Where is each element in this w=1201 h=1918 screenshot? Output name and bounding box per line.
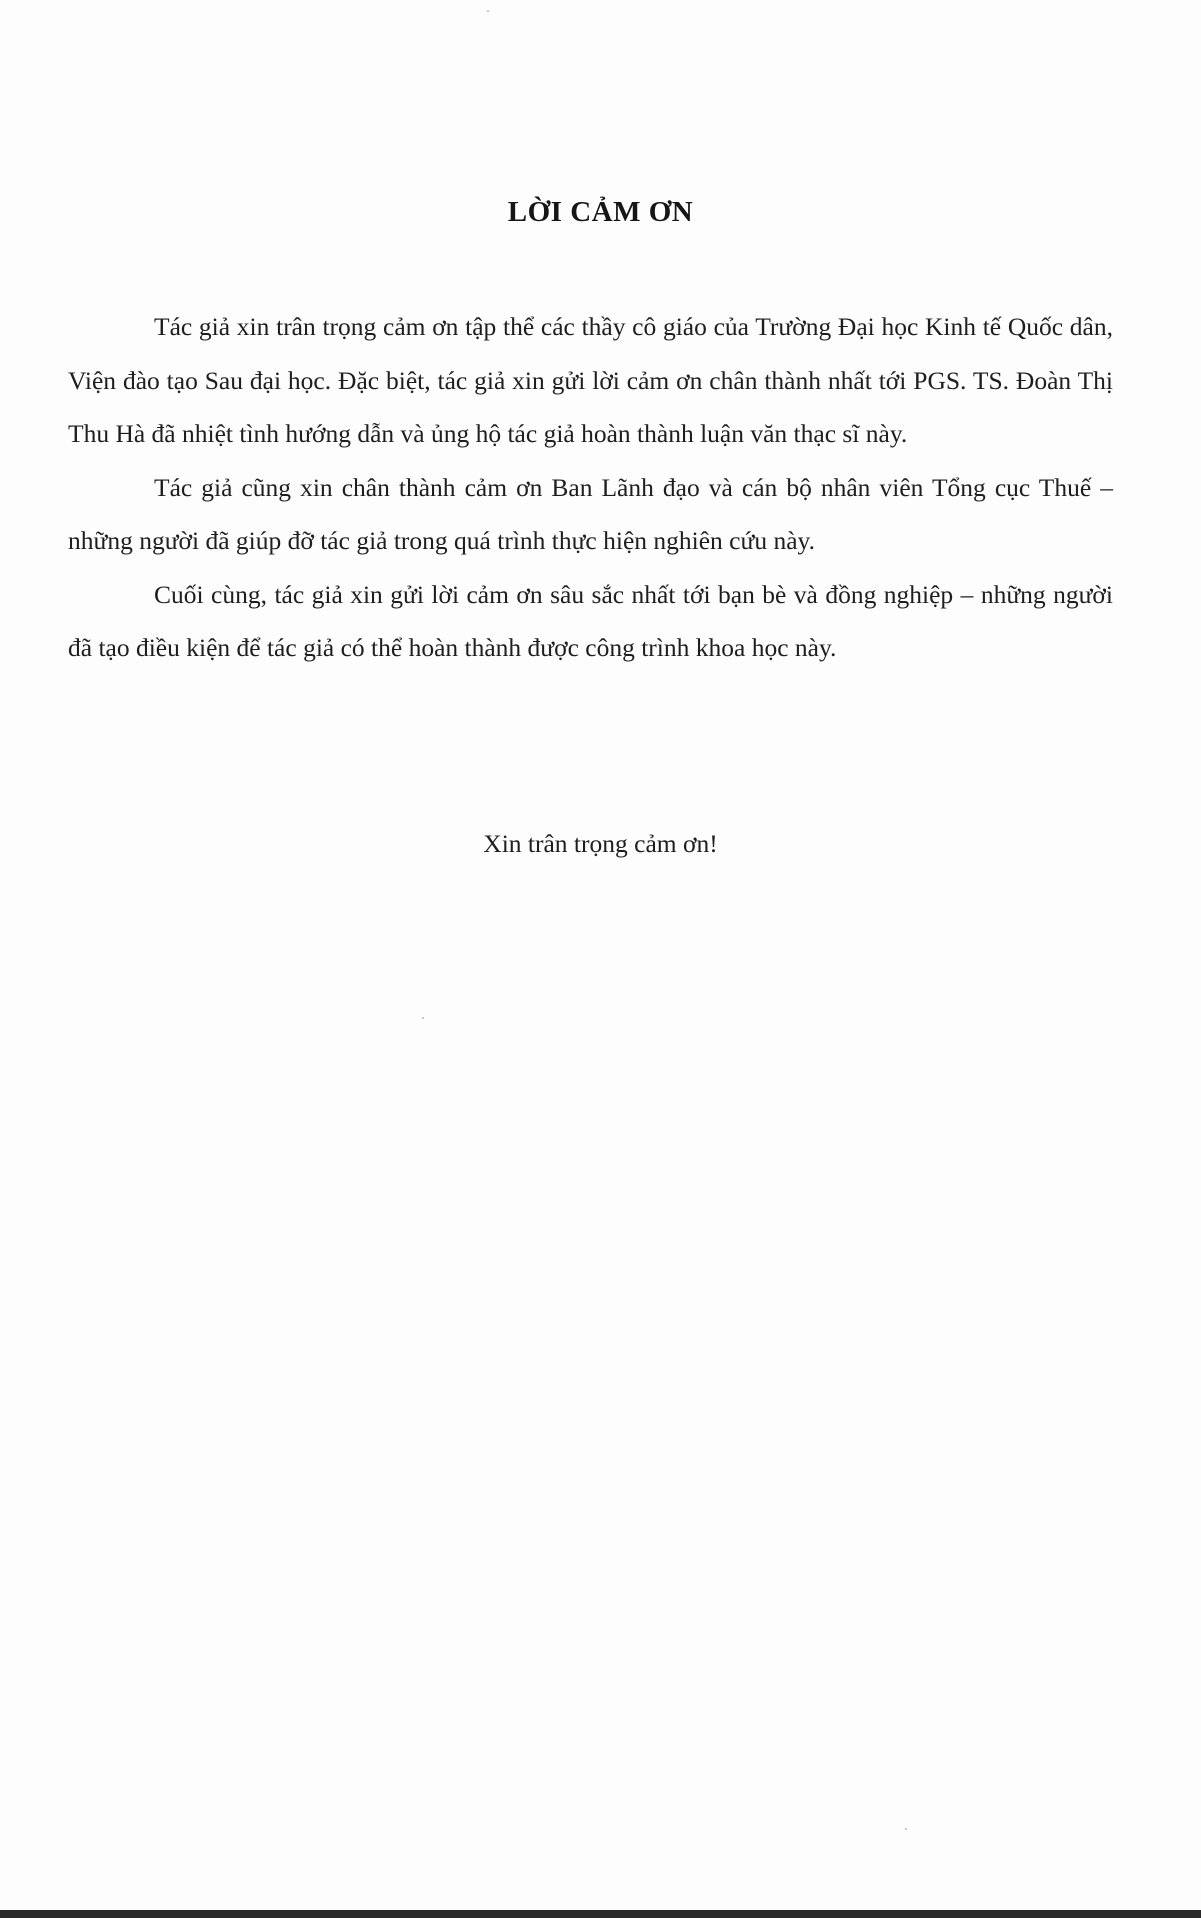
closing-line: Xin trân trọng cảm ơn! bbox=[483, 829, 718, 858]
scan-edge-divider bbox=[0, 1910, 1201, 1918]
page-title: LỜI CẢM ƠN bbox=[507, 196, 694, 228]
paragraph-1: Tác giả xin trân trọng cảm ơn tập thể các thầy cô giáo của Trường Đại học Kinh tế Quốc dân, Viện đào tạo Sau đại học. Đặc biệt, tác giả xin gửi lời cảm ơn chân thành nhất tới PGS. TS. Đoàn Thị Thu Hà đã nhiệt tình hướng dẫn và ủng hộ tác giả hoàn thành luận văn thạc sĩ này. bbox=[68, 312, 1113, 448]
scan-speck bbox=[487, 10, 489, 12]
paragraph-2: Tác giả cũng xin chân thành cảm ơn Ban Lãnh đạo và cán bộ nhân viên Tổng cục Thuế – những người đã giúp đỡ tác giả trong quá trình thực hiện nghiên cứu này. bbox=[68, 472, 1113, 555]
scan-speck bbox=[905, 1828, 907, 1830]
paragraph-3: Cuối cùng, tác giả xin gửi lời cảm ơn sâu sắc nhất tới bạn bè và đồng nghiệp – những người đã tạo điều kiện để tác giả có thể hoàn thành được công trình khoa học này. bbox=[68, 579, 1113, 662]
acknowledgement-body bbox=[68, 300, 1113, 675]
scan-speck bbox=[422, 1017, 424, 1019]
